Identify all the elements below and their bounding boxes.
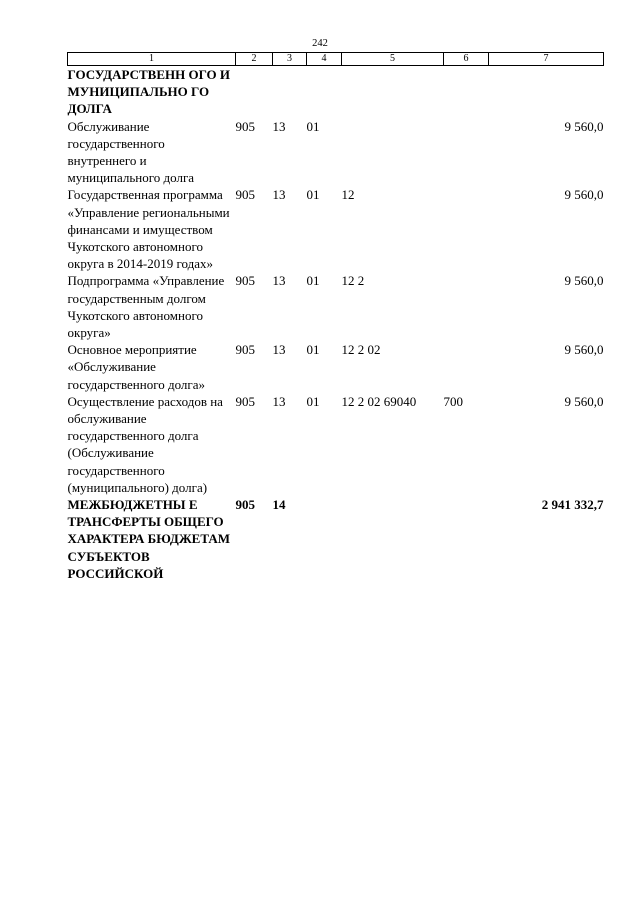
row-expense-type bbox=[444, 496, 489, 582]
row-name: Подпрограмма «Управление государственным долгом Чукотского автономного округа» bbox=[67, 273, 225, 341]
row-target-code bbox=[342, 118, 444, 187]
row-subsection-code bbox=[307, 66, 342, 118]
row-expense-type bbox=[444, 118, 489, 187]
row-ministry-code: 905 bbox=[235, 393, 255, 409]
row-amount: 9 560,0 bbox=[564, 118, 604, 134]
row-ministry-code: 905 bbox=[235, 118, 255, 134]
row-subsection-code: 01 bbox=[306, 273, 320, 289]
row-expense-type bbox=[444, 66, 489, 118]
row-subsection-code: 01 bbox=[306, 342, 320, 358]
row-amount: 9 560,0 bbox=[564, 187, 604, 203]
row-subsection-code bbox=[307, 496, 342, 582]
row-expense-type bbox=[444, 272, 489, 341]
column-header-4: 4 bbox=[307, 53, 342, 66]
row-expense-type bbox=[444, 186, 489, 272]
row-expense-type: 700 bbox=[443, 393, 463, 409]
row-ministry-code: 905 bbox=[235, 273, 255, 289]
row-target-code: 12 2 02 69040 bbox=[341, 393, 417, 409]
row-name: ГОСУДАРСТВЕНН ОГО И МУНИЦИПАЛЬНО ГО ДОЛГА bbox=[67, 67, 230, 117]
table-row bbox=[68, 341, 604, 393]
column-number-row bbox=[68, 53, 604, 66]
row-ministry-code: 905 bbox=[235, 497, 255, 513]
row-subsection-code: 01 bbox=[306, 187, 320, 203]
row-target-code: 12 bbox=[341, 187, 355, 203]
table-row bbox=[68, 186, 604, 272]
table-row bbox=[68, 393, 604, 496]
row-amount: 9 560,0 bbox=[564, 393, 604, 409]
column-header-1: 1 bbox=[68, 53, 236, 66]
row-expense-type bbox=[444, 341, 489, 393]
table-row bbox=[68, 272, 604, 341]
row-name: Государственная программа «Управление региональными финансами и имуществом Чукотского автономного округа в 2014-2019 годах» bbox=[67, 187, 230, 272]
column-header-5: 5 bbox=[342, 53, 444, 66]
budget-table bbox=[67, 52, 604, 582]
row-ministry-code: 905 bbox=[235, 342, 255, 358]
row-target-code: 12 2 bbox=[341, 273, 365, 289]
row-name: Основное мероприятие «Обслуживание государственного долга» bbox=[67, 342, 205, 392]
row-subsection-code: 01 bbox=[306, 393, 320, 409]
column-header-6: 6 bbox=[444, 53, 489, 66]
row-section-code bbox=[273, 66, 307, 118]
table-row bbox=[68, 66, 604, 118]
row-subsection-code: 01 bbox=[306, 118, 320, 134]
row-target-code bbox=[342, 496, 444, 582]
row-amount bbox=[489, 66, 604, 118]
column-header-7: 7 bbox=[489, 53, 604, 66]
table-row bbox=[68, 118, 604, 187]
column-header-3: 3 bbox=[273, 53, 307, 66]
row-section-code: 13 bbox=[272, 118, 286, 134]
row-amount: 2 941 332,7 bbox=[541, 497, 604, 513]
row-section-code: 13 bbox=[272, 342, 286, 358]
row-amount: 9 560,0 bbox=[564, 342, 604, 358]
row-name: МЕЖБЮДЖЕТНЫ Е ТРАНСФЕРТЫ ОБЩЕГО ХАРАКТЕРА БЮДЖЕТАМ СУБЪЕКТОВ РОССИЙСКОЙ bbox=[67, 497, 231, 581]
row-name: Осуществление расходов на обслуживание государственного долга (Обслуживание государственного (муниципального) долга) bbox=[67, 393, 223, 495]
row-amount: 9 560,0 bbox=[564, 273, 604, 289]
row-name: Обслуживание государственного внутреннего и муниципального долга bbox=[67, 118, 195, 186]
row-ministry-code bbox=[236, 66, 273, 118]
row-target-code: 12 2 02 bbox=[341, 342, 381, 358]
row-ministry-code: 905 bbox=[235, 187, 255, 203]
column-header-2: 2 bbox=[236, 53, 273, 66]
row-target-code bbox=[342, 66, 444, 118]
row-section-code: 13 bbox=[272, 393, 286, 409]
row-section-code: 13 bbox=[272, 273, 286, 289]
table-row bbox=[68, 496, 604, 582]
row-section-code: 13 bbox=[272, 187, 286, 203]
row-section-code: 14 bbox=[272, 497, 286, 513]
page-number: 242 bbox=[312, 38, 328, 49]
